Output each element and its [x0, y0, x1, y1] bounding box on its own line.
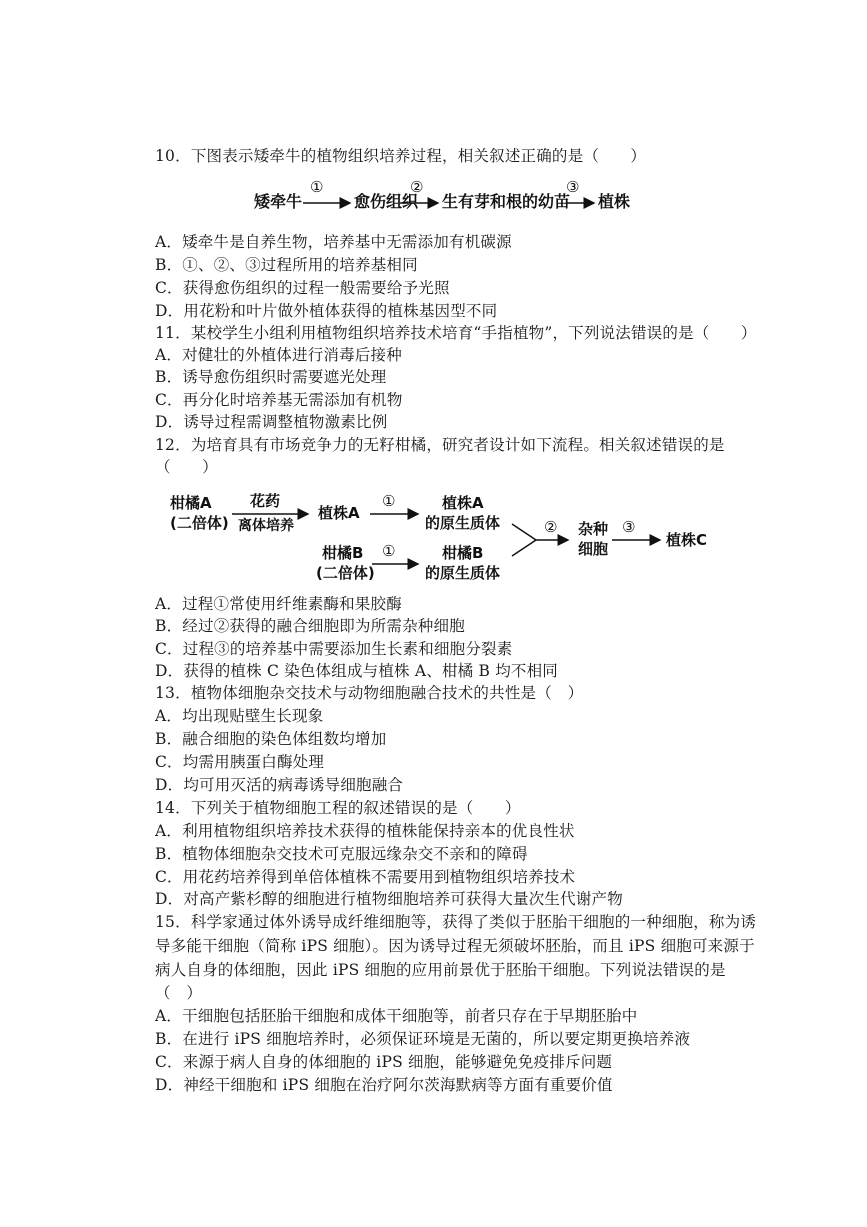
q12-citrus-a-ploidy: (二倍体) [170, 514, 229, 532]
q12-plant-a: 植株A [318, 504, 360, 522]
q12-merge-line-b [512, 540, 536, 556]
q13-stem: 13．植物体细胞杂交技术与动物细胞融合技术的共性是（ ） [155, 684, 584, 702]
q10-node-1: 愈伤组织 [354, 192, 419, 211]
q12-stem: 12．为培育具有市场竞争力的无籽柑橘，研究者设计如下流程。相关叙述错误的是 [155, 436, 725, 454]
q14-stem: 14．下列关于植物细胞工程的叙述错误的是（ ） [155, 799, 521, 817]
q13-option-d: D．均可用灭活的病毒诱导细胞融合 [155, 776, 404, 794]
q15-stem-line3: 病人自身的体细胞，因此 iPS 细胞的应用前景优于胚胎干细胞。下列说法错误的是 [155, 961, 726, 979]
q10-node-3: 植株 [598, 192, 631, 211]
q10-step-2: ② [410, 178, 424, 196]
q12-step-1-b: ① [382, 542, 396, 560]
q10-option-c: C．获得愈伤组织的过程一般需要给予光照 [155, 279, 450, 297]
q12-hybrid-line2: 细胞 [578, 540, 609, 558]
q12-plant-c: 植株C [666, 531, 708, 549]
q12-culture-label: 离体培养 [238, 518, 294, 534]
q12-proto-b-line1: 柑橘B [442, 544, 484, 562]
q12-hybrid-line1: 杂种 [578, 520, 609, 538]
q12-option-c: C．过程③的培养基中需要添加生长素和细胞分裂素 [155, 640, 513, 658]
q12-option-a: A．过程①常使用纤维素酶和果胶酶 [155, 595, 402, 613]
q11-option-d: D．诱导过程需调整植物激素比例 [155, 413, 388, 431]
q15-option-d: D．神经干细胞和 iPS 细胞在治疗阿尔茨海默病等方面有重要价值 [155, 1076, 613, 1094]
q12-proto-b-line2: 的原生质体 [425, 564, 501, 582]
q10-option-a: A．矮牵牛是自养生物，培养基中无需添加有机碳源 [155, 233, 512, 251]
q12-anther-label: 花药 [250, 492, 281, 510]
q12-step-2: ② [544, 518, 558, 536]
q10-option-b: B．①、②、③过程所用的培养基相同 [155, 256, 418, 274]
q12-citrus-b-ploidy: (二倍体) [316, 564, 375, 582]
q11-option-a: A．对健壮的外植体进行消毒后接种 [155, 346, 402, 364]
q12-flow-diagram [160, 486, 740, 586]
q12-step-1-a: ① [382, 492, 396, 510]
q10-stem: 10．下图表示矮牵牛的植物组织培养过程，相关叙述正确的是（ ） [155, 147, 647, 165]
q10-node-start: 矮牵牛 [254, 192, 303, 211]
q14-option-d: D．对高产紫杉醇的细胞进行植物细胞培养可获得大量次生代谢产物 [155, 890, 623, 908]
q14-option-b: B．植物体细胞杂交技术可克服远缘杂交不亲和的障碍 [155, 845, 528, 863]
q11-option-c: C．再分化时培养基无需添加有机物 [155, 391, 403, 409]
q12-step-3: ③ [622, 518, 636, 536]
q12-citrus-a: 柑橘A [170, 494, 212, 512]
q13-option-a: A．均出现贴壁生长现象 [155, 707, 324, 725]
q14-option-a: A．利用植物组织培养技术获得的植株能保持亲本的优良性状 [155, 822, 575, 840]
q10-flow-diagram [240, 176, 660, 216]
q15-option-b: B．在进行 iPS 细胞培养时，必须保证环境是无菌的，所以要定期更换培养液 [155, 1030, 691, 1048]
q12-merge-line-a [512, 524, 536, 540]
q13-option-b: B．融合细胞的染色体组数均增加 [155, 730, 387, 748]
q12-option-b: B．经过②获得的融合细胞即为所需杂种细胞 [155, 617, 465, 635]
q11-option-b: B．诱导愈伤组织时需要遮光处理 [155, 368, 387, 386]
q10-node-2: 生有芽和根的幼苗 [442, 192, 571, 211]
q12-stem-tail: （ ） [155, 458, 218, 476]
q15-stem-tail: （ ） [155, 984, 203, 1002]
q11-stem: 11．某校学生小组利用植物组织培养技术培育“手指植物”，下列说法错误的是（ ） [155, 324, 757, 342]
q15-stem-line1: 15．科学家通过体外诱导成纤维细胞等，获得了类似于胚胎干细胞的一种细胞，称为诱 [155, 913, 757, 931]
q10-step-3: ③ [566, 178, 580, 196]
q12-citrus-b: 柑橘B [322, 544, 364, 562]
q12-proto-a-line1: 植株A [442, 494, 484, 512]
q12-option-d: D．获得的植株 C 染色体组成与植株 A、柑橘 B 均不相同 [155, 662, 559, 680]
q15-option-a: A．干细胞包括胚胎干细胞和成体干细胞等，前者只存在于早期胚胎中 [155, 1007, 638, 1025]
q10-option-d: D．用花粉和叶片做外植体获得的植株基因型不同 [155, 302, 498, 320]
q15-stem-line2: 导多能干细胞（简称 iPS 细胞）。因为诱导过程无须破坏胚胎，而且 iPS 细胞可来源于 [155, 937, 755, 955]
q13-option-c: C．均需用胰蛋白酶处理 [155, 753, 325, 771]
q15-option-c: C．来源于病人自身的体细胞的 iPS 细胞，能够避免免疫排斥问题 [155, 1053, 613, 1071]
q10-step-1: ① [310, 178, 324, 196]
q14-option-c: C．用花药培养得到单倍体植株不需要用到植物组织培养技术 [155, 868, 576, 886]
q12-proto-a-line2: 的原生质体 [425, 514, 501, 532]
